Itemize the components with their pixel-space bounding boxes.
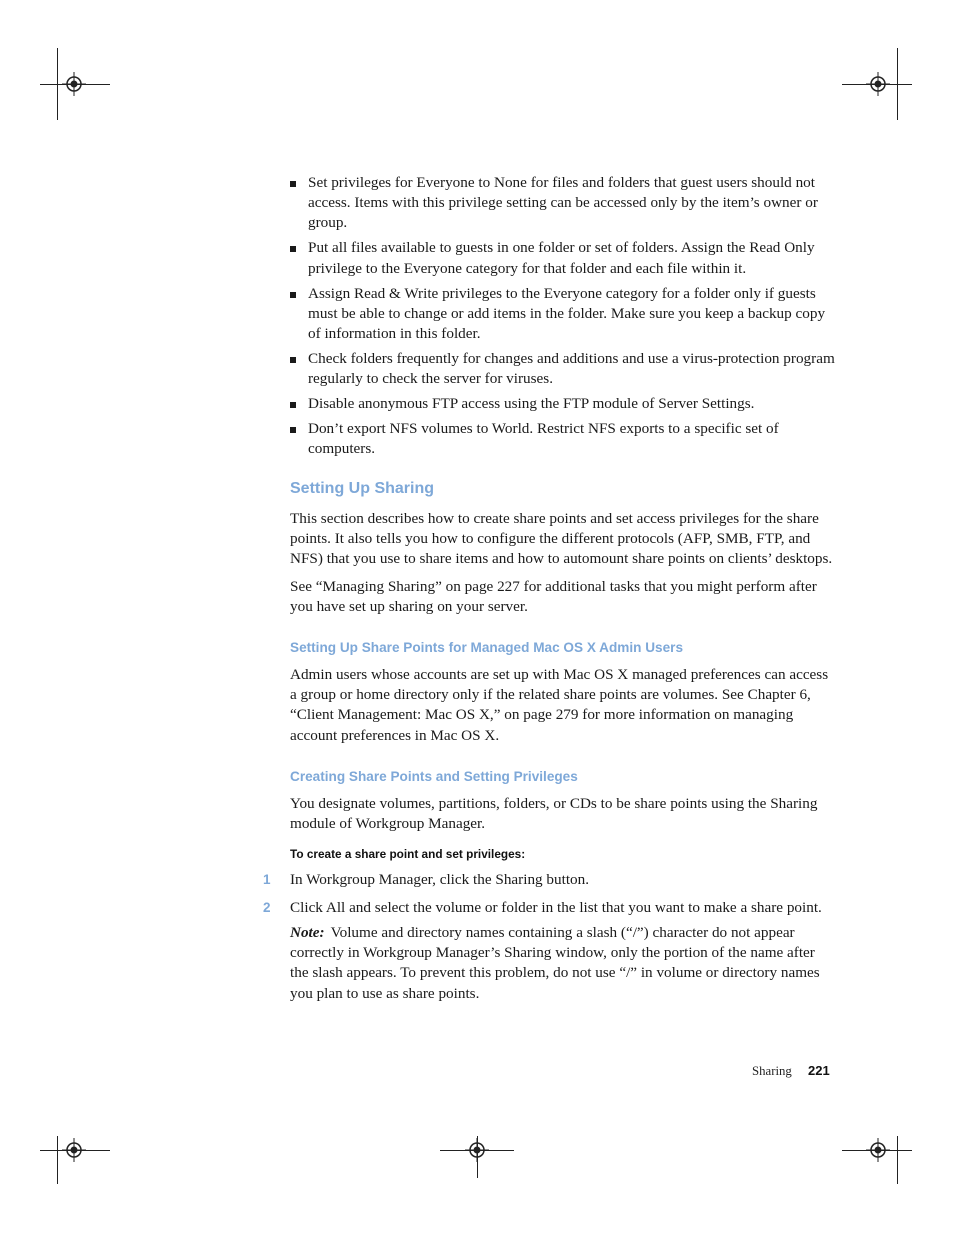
list-item: Put all files available to guests in one folder or set of folders. Assign the Read Only privilege to the Everyone category for that folder and each file within it.: [290, 238, 835, 278]
note-paragraph: [290, 923, 835, 1004]
square-bullet-icon: [290, 427, 296, 433]
security-tips-list: [290, 173, 835, 464]
square-bullet-icon: [290, 357, 296, 363]
subsection-heading: Setting Up Share Points for Managed Mac OS X Admin Users: [290, 640, 684, 655]
subsection-paragraph: Admin users whose accounts are set up with Mac OS X managed preferences can access a group or home directory only if the related share points are volumes. See Chapter 6, “Client Management: Mac OS X,” on page 279 for more information on managing account preferences in Mac OS X.: [290, 666, 829, 744]
step-number: 2: [263, 900, 271, 915]
list-item: Set privileges for Everyone to None for files and folders that guest users should not access. Items with this privilege setting can be accessed only by the item’s owner or group.: [290, 173, 835, 234]
step-text: In Workgroup Manager, click the Sharing button.: [290, 871, 590, 888]
list-item: Assign Read & Write privileges to the Everyone category for a folder only if guests must be able to change or add items in the folder. Make sure you keep a backup copy of information in this folder.: [290, 284, 835, 345]
registration-mark-icon: [866, 72, 890, 96]
section-heading: Setting Up Sharing: [290, 480, 434, 497]
registration-mark-icon: [62, 1138, 86, 1162]
note-text: Volume and directory names containing a slash (“/”) character do not appear correctly in Workgroup Manager’s Sharing window, only the portion of the name after the slash appears. To prevent this problem, do not use “/” in volume or directory names you plan to use as share points.: [290, 924, 820, 1002]
step-text: Click All and select the volume or folder in the list that you want to make a share point.: [290, 899, 822, 916]
registration-mark-icon: [465, 1138, 489, 1162]
step-number: 1: [263, 872, 271, 887]
subsection-paragraph: You designate volumes, partitions, folders, or CDs to be share points using the Sharing module of Workgroup Manager.: [290, 795, 818, 833]
procedure-step: [263, 898, 835, 918]
procedure-step: [263, 870, 835, 890]
subsection-heading: Creating Share Points and Setting Privileges: [290, 769, 578, 784]
square-bullet-icon: [290, 246, 296, 252]
square-bullet-icon: [290, 181, 296, 187]
registration-mark-icon: [62, 72, 86, 96]
note-label: Note:: [290, 924, 325, 941]
registration-mark-icon: [866, 1138, 890, 1162]
procedure-title: To create a share point and set privileges:: [290, 847, 526, 861]
section-intro-paragraph: This section describes how to create share points and set access privileges for the share points. It also tells you how to configure the different protocols (AFP, SMB, FTP, and NFS) that you use to share items and how to automount share points on clients’ desktops.: [290, 510, 833, 568]
crop-line: [897, 1136, 898, 1184]
page-number: 221: [808, 1063, 830, 1078]
footer-section-name: Sharing: [752, 1064, 792, 1078]
list-item: Don’t export NFS volumes to World. Restrict NFS exports to a specific set of computers.: [290, 419, 835, 459]
section-see-also-paragraph: See “Managing Sharing” on page 227 for additional tasks that you might perform after you have set up sharing on your server.: [290, 578, 817, 616]
square-bullet-icon: [290, 292, 296, 298]
crop-line: [57, 1136, 58, 1184]
square-bullet-icon: [290, 402, 296, 408]
list-item: Check folders frequently for changes and additions and use a virus-protection program regularly to check the server for viruses.: [290, 349, 835, 389]
list-item: Disable anonymous FTP access using the FTP module of Server Settings.: [290, 394, 835, 414]
